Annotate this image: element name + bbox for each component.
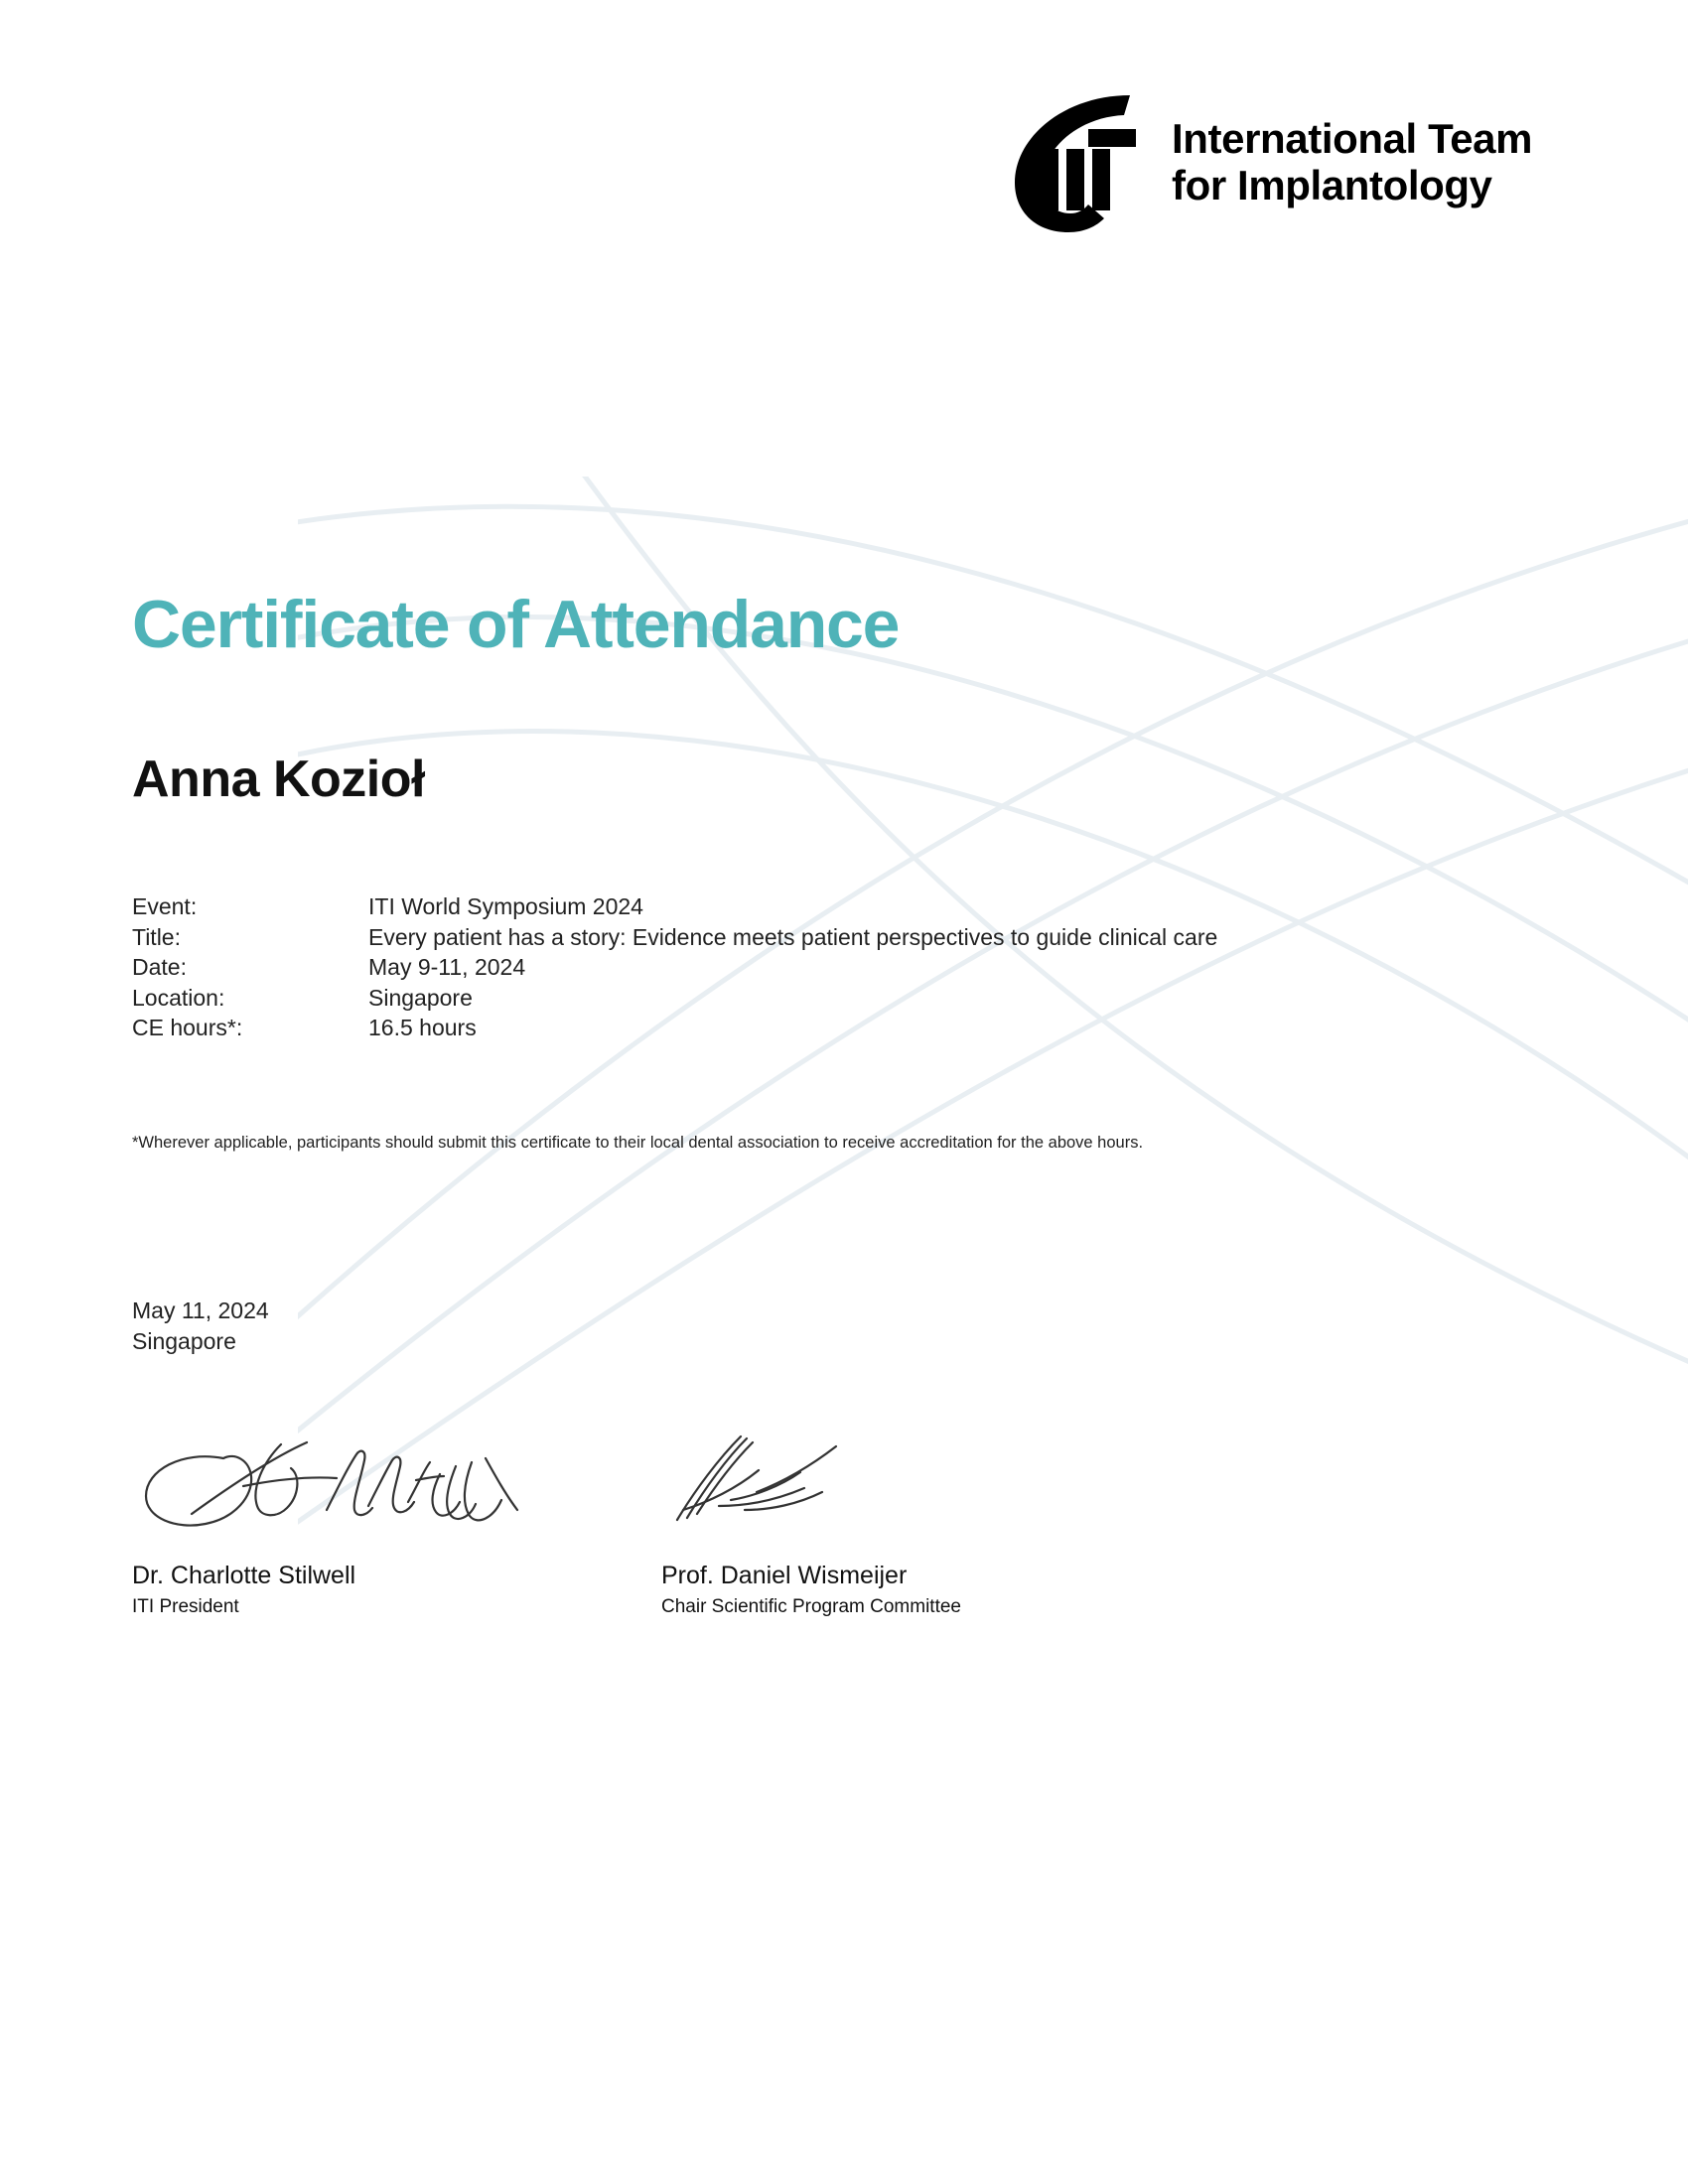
logo-wordmark xyxy=(1172,115,1532,208)
detail-value-ce-hours: 16.5 hours xyxy=(368,1015,477,1040)
detail-value-date: May 9-11, 2024 xyxy=(368,954,526,980)
detail-row-ce-hours xyxy=(132,1013,1217,1043)
detail-label-ce-hours: CE hours*: xyxy=(132,1015,243,1040)
detail-row-date xyxy=(132,952,1217,983)
issue-place: Singapore xyxy=(132,1328,236,1354)
detail-row-event xyxy=(132,891,1217,922)
detail-row-location xyxy=(132,983,1217,1014)
detail-row-title xyxy=(132,922,1217,953)
detail-value-title: Every patient has a story: Evidence meets patient perspectives to guide clinical care xyxy=(368,923,1218,950)
detail-label-date: Date: xyxy=(132,954,187,980)
detail-value-location: Singapore xyxy=(368,984,473,1011)
logo-line-2: for Implantology xyxy=(1172,162,1492,208)
ce-hours-footnote: *Wherever applicable, participants should submit this certificate to their local dental association to receive accreditation for the above hours. xyxy=(132,1134,1144,1152)
iti-logo-mark-icon xyxy=(993,87,1162,236)
certificate-details xyxy=(132,891,1217,1043)
detail-label-event: Event: xyxy=(132,893,198,919)
signatory-name-president: Dr. Charlotte Stilwell xyxy=(132,1562,356,1589)
issue-info xyxy=(132,1296,269,1357)
signatory-role-president: ITI President xyxy=(132,1596,239,1617)
signature-block-president xyxy=(132,1415,559,1618)
signatory-name-chair: Prof. Daniel Wismeijer xyxy=(661,1562,908,1589)
issue-date: May 11, 2024 xyxy=(132,1297,269,1323)
signature-icon-daniel-wismeijer xyxy=(661,1415,1088,1544)
logo-line-1: International Team xyxy=(1172,114,1533,162)
certificate-title: Certificate of Attendance xyxy=(132,587,900,662)
iti-logo xyxy=(993,87,1533,236)
signature-icon-charlotte-stilwell xyxy=(132,1415,559,1544)
detail-value-event: ITI World Symposium 2024 xyxy=(368,893,643,919)
detail-label-location: Location: xyxy=(132,984,225,1011)
detail-label-title: Title: xyxy=(132,923,181,950)
signature-block-chair xyxy=(661,1415,1088,1618)
recipient-name: Anna Kozioł xyxy=(132,751,425,808)
signatory-role-chair: Chair Scientific Program Committee xyxy=(661,1596,961,1617)
